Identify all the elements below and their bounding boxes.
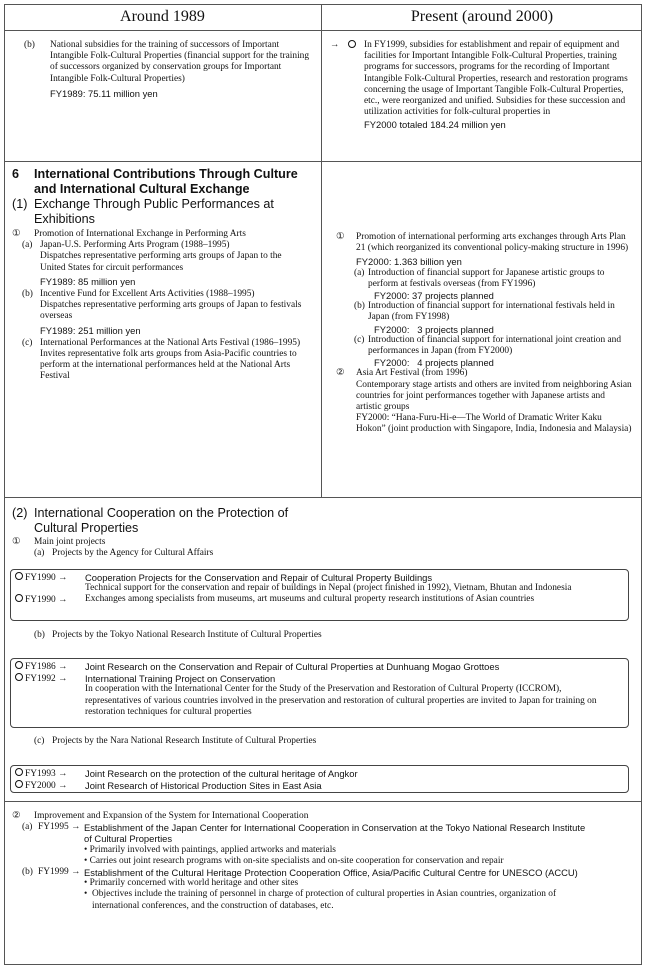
program-value: FY1989: 251 million yen (40, 324, 141, 336)
item-heading: Improvement and Expansion of the System for International Cooperation (34, 811, 309, 821)
program-desc: Invites representative folk arts groups from Asia-Pacific countries to perform at the international performances held at the National Arts Festival (40, 349, 297, 382)
section-rule (4, 497, 642, 498)
item-text: Contemporary stage artists and others are invited from neighboring Asian countries for joint performances together with Japanese artists and artistic groups (356, 379, 632, 413)
bullet-item: • Objectives include the training of personnel in charge of protection of cultural properties in Asian countries, organization of international conferences, and the construction of databases, etc. (84, 889, 557, 911)
group-title: Projects by the Tokyo National Research Institute of Cultural Properties (52, 630, 322, 640)
item-value: FY2000: 1.363 billion yen (356, 256, 462, 268)
program-desc: Dispatches representative performing arts groups of Japan to the United States for circuit performances (40, 251, 282, 273)
column-header-left: Around 1989 (120, 8, 205, 26)
fiscal-year: FY1993 → (15, 768, 85, 780)
item-value: FY2000: 3 projects planned (374, 323, 494, 335)
item-value: FY2000: 4 projects planned (374, 357, 494, 369)
item-label: (b) (22, 867, 33, 878)
item-label: (b) (354, 301, 365, 312)
item-label: (a) (22, 822, 33, 833)
bullet-item: • Primarily involved with paintings, applied artworks and materials (84, 844, 336, 855)
column-header-right: Present (around 2000) (410, 8, 554, 26)
subsection-number: (1) (12, 197, 28, 211)
establishment-title: Establishment of the Japan Center for International Cooperation in Conservation at the Tokyo National Research Institute of Cultural Properties (84, 822, 586, 845)
section-title: International Contributions Through Culture (34, 167, 298, 181)
program-title: Japan-U.S. Performing Arts Program (1988–1995) (40, 240, 230, 251)
subsidy-item-1989 (24, 40, 316, 99)
header-rule (4, 30, 642, 31)
project-title: Cooperation Projects for the Conservation and Repair of Cultural Property Buildings (85, 572, 433, 583)
circled-one-icon: ① (12, 229, 21, 239)
item-label: (b) (24, 40, 35, 50)
ring-bullet-icon (348, 40, 364, 118)
nara-institute-heading (34, 736, 324, 747)
arrow-icon: → (330, 40, 340, 50)
subsection-title-2: Exhibitions (34, 212, 95, 226)
fiscal-year: FY1995 → (38, 822, 81, 833)
subsection-title: Exchange Through Public Performances at (34, 197, 274, 211)
fiscal-year: FY1992 → (15, 673, 85, 718)
section-rule (4, 801, 642, 802)
project-title: Joint Research on the Conservation and Repair of Cultural Properties at Dunhuang Mogao Grottoes (85, 661, 500, 672)
item-text: Introduction of financial support for international joint creation and performances in Japan (from FY2000) (368, 334, 622, 357)
item-heading: Main joint projects (34, 537, 106, 547)
establishment-title: Establishment of the Cultural Heritage Protection Cooperation Office, Asia/Pacific Cultural Centre for UNESCO (ACCU) (84, 867, 578, 879)
item-label: (b) (22, 289, 33, 300)
subsection-title: International Cooperation on the Protection of (34, 506, 289, 520)
bullet-item: • Carries out joint research programs with on-site specialists and on-site cooperation for conservation and repair (84, 855, 504, 866)
section-title-2: and International Cultural Exchange (34, 182, 250, 196)
project-title: Exchanges among specialists from museums, art museums and cultural property research institutions of Asian countries (85, 594, 535, 605)
item-label: (a) (354, 267, 365, 278)
item-text: Promotion of international performing arts exchanges through Arts Plan 21 (which reorganized its conventional policy-making structure in 1996) (356, 232, 629, 254)
group-title: Projects by the Agency for Cultural Affairs (52, 548, 214, 559)
tokyo-institute-heading (34, 630, 324, 641)
fiscal-year: FY1990 → (15, 572, 85, 594)
item-heading: Asia Art Festival (from 1996) (356, 368, 468, 379)
program-title: Incentive Fund for Excellent Arts Activities (1988–1995) (40, 289, 255, 300)
circled-one-icon: ① (12, 537, 21, 547)
item-heading: Promotion of International Exchange in Performing Arts (34, 229, 246, 239)
section-number: 6 (12, 167, 20, 181)
fiscal-year: FY2000 → (15, 780, 85, 792)
circled-two-icon: ② (12, 811, 21, 821)
section-6-right (336, 232, 632, 436)
column-divider (321, 4, 322, 498)
tokyo-projects-box (10, 658, 629, 728)
item-text: In FY1999, subsidies for establishment and repair of equipment and facilities for Important Intangible Folk-Cultural Properties, training programs for successors, programs for the recording of Important Intangible Folk-Cultural Properties, research and restoration programs concerning the usage of Important Tangible Folk-Cultural Properties, etc., were reorganized and unified. Subsidies for these succession and utilization activities for folk-cultural properties in (364, 40, 628, 118)
cooperation-system-section (12, 811, 634, 912)
project-title: Joint Research on the protection of the cultural heritage of Angkor (85, 768, 358, 779)
item-label: (c) (354, 334, 365, 345)
item-label: (a) (22, 240, 33, 251)
group-title: Projects by the Nara National Research Institute of Cultural Properties (52, 736, 317, 746)
project-desc: Technical support for the conservation and repair of buildings in Nepal (project finished in 1992), Vietnam, Bhutan and Indonesia (85, 583, 572, 594)
project-title: Joint Research of Historical Production Sites in East Asia (85, 780, 322, 792)
circled-one-icon: ① (336, 232, 345, 242)
program-value: FY1989: 85 million yen (40, 275, 136, 287)
section-rule (4, 161, 642, 162)
fiscal-year: FY1986 → (15, 661, 85, 673)
project-title: International Training Project on Conservation (85, 673, 276, 685)
section-2-heading (12, 506, 317, 559)
fiscal-year: FY1990 → (15, 594, 85, 606)
item-label: (c) (22, 337, 33, 348)
subsidy-item-2000 (330, 40, 630, 131)
subsection-title-2: Cultural Properties (34, 521, 139, 535)
section-6-left (12, 167, 317, 383)
fiscal-year: FY1999 → (38, 867, 81, 878)
item-label: (c) (34, 736, 45, 746)
item-text: Introduction of financial support for international festivals held in Japan (from FY1998) (368, 301, 615, 323)
item-value: FY2000 totaled 184.24 million yen (364, 119, 506, 131)
nara-projects-box (10, 765, 629, 793)
program-title: International Performances at the National Arts Festival (1986–1995) (40, 337, 301, 348)
item-text: National subsidies for the training of successors of Important Intangible Folk-Cultural Properties (financial support for the training of successors organized by conservation groups for Important Intangible Folk-Cultural Properties) (50, 40, 310, 84)
circled-two-icon: ② (336, 368, 345, 379)
item-text: Introduction of financial support for Japanese artistic groups to perform at festivals overseas (from FY1996) (368, 267, 605, 289)
subsection-number: (2) (12, 506, 28, 520)
project-desc: In cooperation with the International Center for the Study of the Preservation and Restoration of Cultural Property (ICCROM), representatives of various countries involved in the preservation and restoration of cultural properties are invited to Japan for training on restoration techniques for cultural properties (85, 684, 597, 717)
item-label: (a) (34, 548, 45, 559)
program-desc: Dispatches representative performing arts groups of Japan to festivals overseas (40, 300, 302, 322)
item-value: FY1989: 75.11 million yen (50, 87, 158, 99)
item-value: FY2000: 37 projects planned (374, 290, 494, 302)
item-value: FY2000: “Hana-Furu-Hi-e—The World of Dramatic Writer Kaku Hokon” (joint production with Singapore, India, Indonesia and Malaysia) (356, 413, 632, 435)
agency-projects-box (10, 569, 629, 621)
item-label: (b) (34, 630, 45, 640)
bullet-item: • Primarily concerned with world heritage and other sites (84, 878, 299, 889)
